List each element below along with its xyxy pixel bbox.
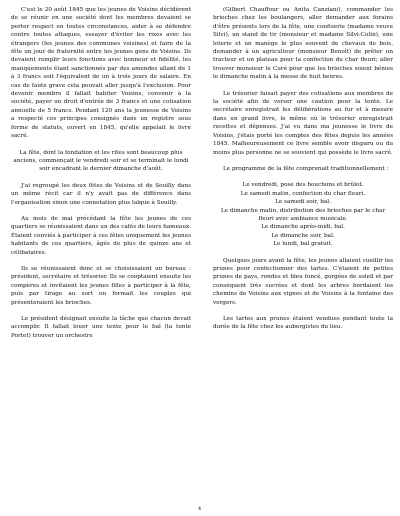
program-item: Le dimanche après-midi, bal. bbox=[261, 224, 345, 231]
right-column bbox=[213, 6, 393, 340]
paragraph-prunes: Quelques jours avant la fête, les jeunes allaient cueillir les prunes pour confectionner des tartes. C'étaient de petites prunes de pays, rondes et bleu foncé, gorgées de soleil et par conséquent très sucrées et dont les arbres bordaient les chemins de Voisins aux vignes et de Voisins à la fontaine des vergers. bbox=[213, 257, 393, 306]
program-item: Le lundi, bal gratuit. bbox=[273, 241, 333, 248]
page-number: 4 bbox=[198, 506, 202, 512]
paragraph-program-intro: Le programme de la fête comprenait traditionnellement : bbox=[223, 165, 389, 172]
paragraph-may-meeting: Au mois de mai précédant la fête les jeunes de ces quartiers se réunissaient dans un des cafés de leurs hameaux. Étaient conviés à participer à ces fêtes uniquement les jeunes habitants de ces quartiers, âgés de plus de quinze ans et célibataires. bbox=[11, 215, 191, 256]
left-column bbox=[11, 6, 191, 348]
program-item: Le samedi soir, bal. bbox=[275, 199, 331, 206]
paragraph-tartes: Les tartes aux prunes étaient vendues pendant toute la durée de la fête chez les aubergistes du lieu. bbox=[213, 316, 393, 331]
paragraph-voisins-souilly: J'ai regroupé les deux fêtes de Voisins et de Souilly dans un même récit car il n'y avait pas de différence dans l'organisation sinon une connotation plus laïque à Souilly. bbox=[11, 182, 191, 206]
program-item: Le samedi matin, confection du char fleuri. bbox=[240, 190, 366, 197]
program-item: Le dimanche soir, bal. bbox=[271, 232, 335, 239]
program-item: Le vendredi, pose des bouchons et brûlot. bbox=[242, 182, 364, 189]
paragraph-orchestra-forains: (Gilbert Chauffour ou Anita Canziani), commander les brioches chez les boulangers, aller demander aux forains d'être présents lors de la fête, une confiserie (madame veuve Silvi), un stand de tir (monsieur et madame Silvi-Colin), une loterie et un manège le plus souvent de chevaux de bois, demander à un agriculteur (monsieur Benoît) de prêter un tracteur et un plateau pour la confection du char fleuri; aller trouver monsieur le Curé pour que les brioches soient bénies le dimanche matin à la messe de huit heures. bbox=[213, 7, 393, 81]
paragraph-bureau: Ils se réunissaient donc et se choisissaient un bureau : président, secrétaire et trésorier. Ils se cooptaient ensuite les compères et invitaient les jeunes filles à participer à la fête, puis par tirage au sort on formait les couples qui présenteraient les brioches. bbox=[11, 265, 191, 306]
paragraph-tresorier: Le trésorier faisait payer des cotisations aux membres de la société afin de verser une caution pour la tente. Le secrétaire enregistrait les délibérations au fur et à mesure dans un grand livre, le même où le trésorier enregistrait recettes et dépenses. J'ai vu dans ma jeunesse le livre de Voisins, j'étais porté les comptes des fêtes depuis les années 1845. Malheureusement ce livre semble avoir disparu ou du moins plus personne ne se souvient qui possède le livre sacré. bbox=[213, 90, 393, 156]
program-list bbox=[213, 181, 393, 248]
program-item: Le dimanche matin, distribution des brioches par le char fleuri avec ambiance musicale. bbox=[220, 207, 386, 222]
paragraph-founding-1845: C'est le 20 août 1845 que les jeunes de Voisins décidèrent de se réunir en une société dont les membres devaient se porter respect en toutes circonstances, aider à se défendre contre toutes attaques, essayer d'éviter les rixes avec les étrangers (les jeunes des communes voisines) et faire de la fête un jour de fraternité entre les jeunes gens de Voisins. Ils devaient remplir leurs fonctions avec honneur et fidélité, les manquements étant sanctionnés par des amendes allant de 1 à 3 francs soit l'équivalent de un à trois jours de salaire. En cas de faute grave cela pouvait aller jusqu'à l'exclusion. Pour devenir membre il fallait habiter Voisins, convenir à la société, payer un droit d'entrée de 3 francs et une cotisation annuelle de 5 francs. Pendant 120 ans la jeunesse de Voisins a respecté ces principes consignés dans un registre sous forme de statuts, ouvert en 1845, qu'elle appelait le livre sacré. bbox=[11, 7, 191, 140]
paragraph-fete-dates: La fête, dont la fondation et les rites sont beaucoup plus anciens, commençait le vendredi soir et se terminait le lundi soir encadrant le dernier dimanche d'août. bbox=[13, 149, 189, 173]
paragraph-president-tasks: Le président désignait ensuite la tâche que chacun devait accomplir. Il fallait louer une tente pour le bal (la tente Portet) trouver un orchestre bbox=[11, 316, 191, 339]
